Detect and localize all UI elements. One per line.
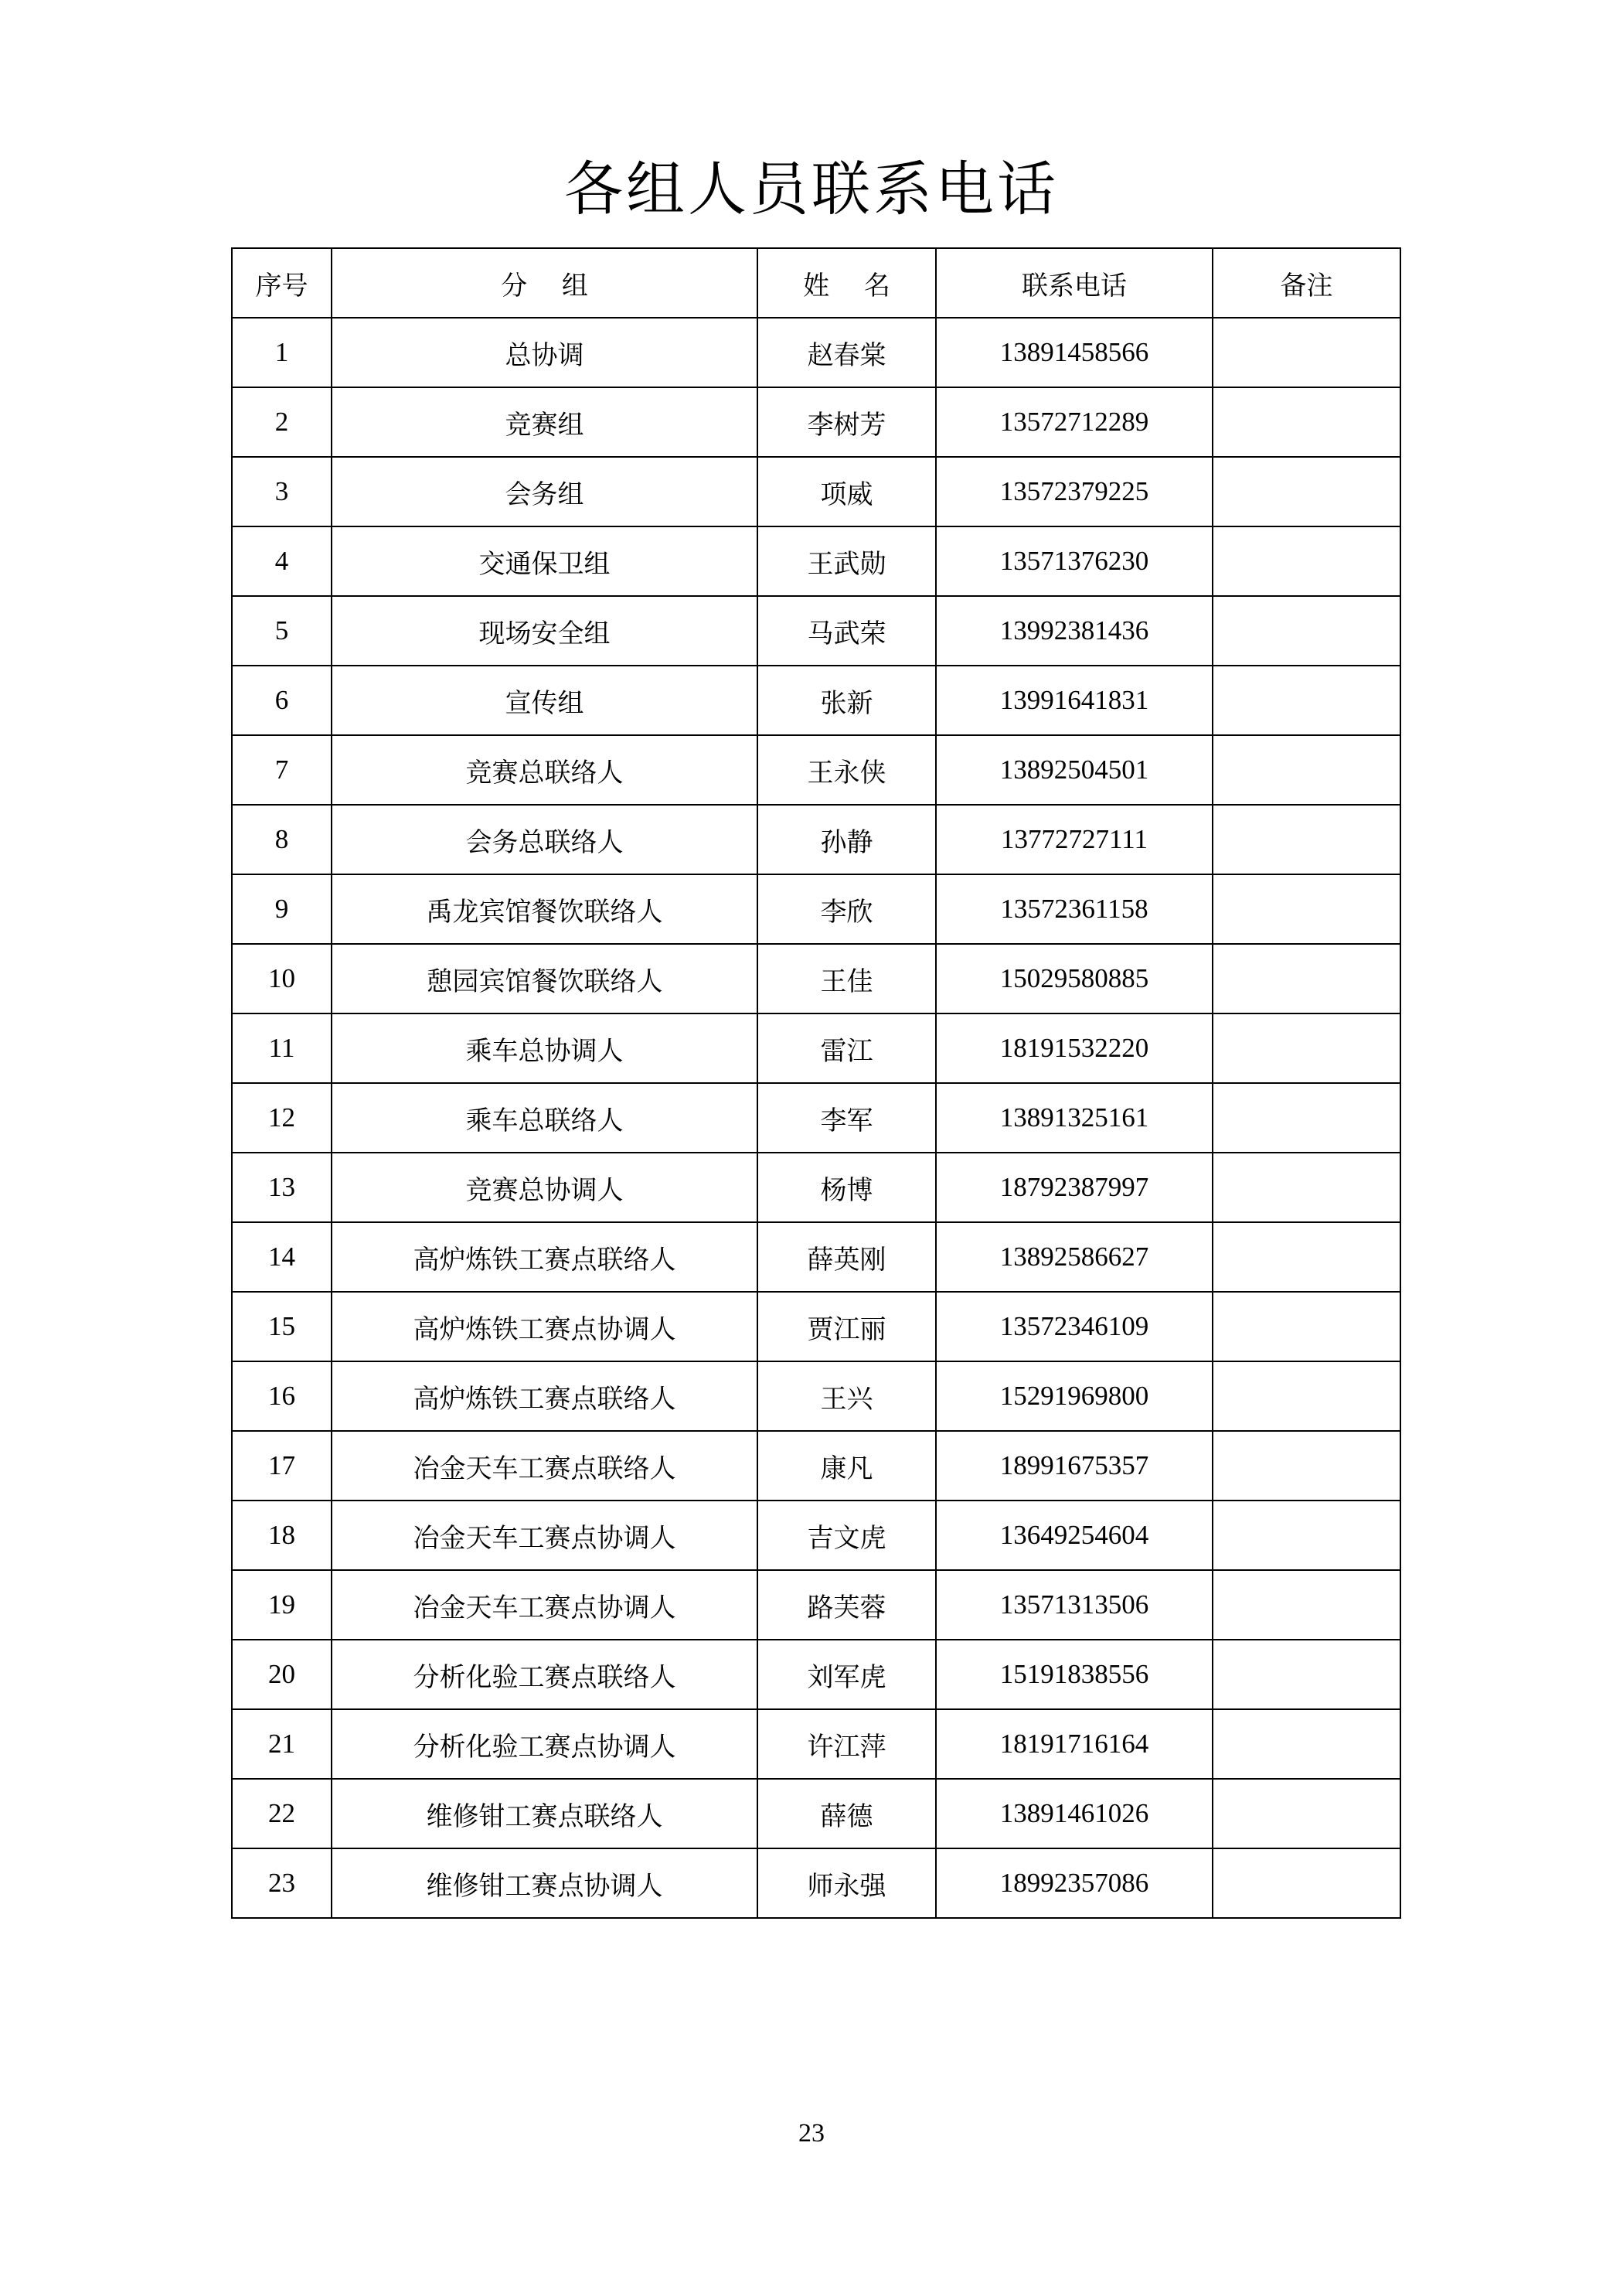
table-row <box>232 666 1400 735</box>
table-row <box>232 457 1400 526</box>
cell-seq: 4 <box>232 526 332 596</box>
cell-note <box>1213 318 1400 387</box>
cell-group: 现场安全组 <box>332 596 757 666</box>
cell-phone: 15029580885 <box>936 944 1213 1013</box>
cell-group: 禹龙宾馆餐饮联络人 <box>332 874 757 944</box>
table-row <box>232 1570 1400 1640</box>
cell-seq: 12 <box>232 1083 332 1153</box>
table-row <box>232 1431 1400 1501</box>
cell-name: 刘军虎 <box>757 1640 936 1709</box>
cell-name: 师永强 <box>757 1848 936 1918</box>
table-row <box>232 596 1400 666</box>
table-row <box>232 1153 1400 1222</box>
cell-phone: 15291969800 <box>936 1361 1213 1431</box>
cell-note <box>1213 526 1400 596</box>
cell-name: 项威 <box>757 457 936 526</box>
cell-group: 乘车总联络人 <box>332 1083 757 1153</box>
cell-seq: 7 <box>232 735 332 805</box>
cell-phone: 13891325161 <box>936 1083 1213 1153</box>
cell-name: 王永侠 <box>757 735 936 805</box>
cell-seq: 22 <box>232 1779 332 1848</box>
cell-name: 吉文虎 <box>757 1501 936 1570</box>
cell-phone: 13572346109 <box>936 1292 1213 1361</box>
cell-seq: 10 <box>232 944 332 1013</box>
cell-note <box>1213 596 1400 666</box>
cell-note <box>1213 1222 1400 1292</box>
cell-phone: 18191532220 <box>936 1013 1213 1083</box>
cell-seq: 17 <box>232 1431 332 1501</box>
cell-group: 分析化验工赛点联络人 <box>332 1640 757 1709</box>
cell-seq: 5 <box>232 596 332 666</box>
cell-note <box>1213 1292 1400 1361</box>
table-row <box>232 1013 1400 1083</box>
cell-name: 许江萍 <box>757 1709 936 1779</box>
cell-name: 马武荣 <box>757 596 936 666</box>
cell-group: 交通保卫组 <box>332 526 757 596</box>
cell-group: 高炉炼铁工赛点联络人 <box>332 1361 757 1431</box>
table-row <box>232 805 1400 874</box>
cell-name: 王兴 <box>757 1361 936 1431</box>
cell-phone: 13891458566 <box>936 318 1213 387</box>
table-body <box>232 318 1400 1918</box>
table-row <box>232 387 1400 457</box>
cell-name: 薛英刚 <box>757 1222 936 1292</box>
cell-phone: 15191838556 <box>936 1640 1213 1709</box>
cell-phone: 18992357086 <box>936 1848 1213 1918</box>
cell-note <box>1213 874 1400 944</box>
cell-note <box>1213 457 1400 526</box>
table-row <box>232 874 1400 944</box>
cell-phone: 13571376230 <box>936 526 1213 596</box>
cell-group: 高炉炼铁工赛点协调人 <box>332 1292 757 1361</box>
cell-phone: 13772727111 <box>936 805 1213 874</box>
cell-seq: 2 <box>232 387 332 457</box>
cell-seq: 8 <box>232 805 332 874</box>
contact-table <box>231 247 1401 1919</box>
table-row <box>232 1222 1400 1292</box>
cell-seq: 1 <box>232 318 332 387</box>
cell-seq: 15 <box>232 1292 332 1361</box>
cell-name: 雷江 <box>757 1013 936 1083</box>
table-row <box>232 944 1400 1013</box>
header-note: 备注 <box>1213 248 1400 318</box>
cell-note <box>1213 1361 1400 1431</box>
cell-seq: 9 <box>232 874 332 944</box>
cell-phone: 13892586627 <box>936 1222 1213 1292</box>
cell-seq: 13 <box>232 1153 332 1222</box>
cell-name: 康凡 <box>757 1431 936 1501</box>
table-row <box>232 735 1400 805</box>
cell-phone: 13572379225 <box>936 457 1213 526</box>
cell-note <box>1213 1848 1400 1918</box>
cell-group: 会务总联络人 <box>332 805 757 874</box>
cell-group: 乘车总协调人 <box>332 1013 757 1083</box>
cell-group: 维修钳工赛点协调人 <box>332 1848 757 1918</box>
table-row <box>232 318 1400 387</box>
table-row <box>232 1640 1400 1709</box>
cell-name: 王佳 <box>757 944 936 1013</box>
table-row <box>232 1361 1400 1431</box>
cell-group: 竞赛总联络人 <box>332 735 757 805</box>
header-phone: 联系电话 <box>936 248 1213 318</box>
cell-seq: 11 <box>232 1013 332 1083</box>
cell-note <box>1213 387 1400 457</box>
cell-name: 赵春棠 <box>757 318 936 387</box>
cell-note <box>1213 1153 1400 1222</box>
cell-name: 李树芳 <box>757 387 936 457</box>
cell-seq: 14 <box>232 1222 332 1292</box>
cell-phone: 18792387997 <box>936 1153 1213 1222</box>
cell-note <box>1213 1501 1400 1570</box>
cell-note <box>1213 1779 1400 1848</box>
cell-note <box>1213 1013 1400 1083</box>
cell-seq: 20 <box>232 1640 332 1709</box>
cell-group: 宣传组 <box>332 666 757 735</box>
cell-group: 竞赛组 <box>332 387 757 457</box>
table-row <box>232 526 1400 596</box>
cell-group: 总协调 <box>332 318 757 387</box>
cell-seq: 16 <box>232 1361 332 1431</box>
cell-group: 竞赛总协调人 <box>332 1153 757 1222</box>
page-title: 各组人员联系电话 <box>564 155 1059 223</box>
cell-note <box>1213 1570 1400 1640</box>
cell-name: 贾江丽 <box>757 1292 936 1361</box>
cell-name: 路芙蓉 <box>757 1570 936 1640</box>
table-row <box>232 1501 1400 1570</box>
cell-note <box>1213 1640 1400 1709</box>
cell-phone: 18191716164 <box>936 1709 1213 1779</box>
cell-group: 高炉炼铁工赛点联络人 <box>332 1222 757 1292</box>
cell-group: 会务组 <box>332 457 757 526</box>
cell-group: 冶金天车工赛点联络人 <box>332 1431 757 1501</box>
cell-name: 孙静 <box>757 805 936 874</box>
cell-note <box>1213 735 1400 805</box>
table-row <box>232 1779 1400 1848</box>
table-row <box>232 1292 1400 1361</box>
cell-name: 李欣 <box>757 874 936 944</box>
cell-phone: 13572712289 <box>936 387 1213 457</box>
cell-phone: 13891461026 <box>936 1779 1213 1848</box>
header-seq: 序号 <box>232 248 332 318</box>
cell-note <box>1213 666 1400 735</box>
cell-seq: 18 <box>232 1501 332 1570</box>
table-row <box>232 1083 1400 1153</box>
header-group: 分 组 <box>332 248 757 318</box>
cell-name: 王武勋 <box>757 526 936 596</box>
cell-name: 薛德 <box>757 1779 936 1848</box>
cell-note <box>1213 1709 1400 1779</box>
cell-group: 分析化验工赛点协调人 <box>332 1709 757 1779</box>
table-row <box>232 1709 1400 1779</box>
cell-note <box>1213 1431 1400 1501</box>
cell-seq: 3 <box>232 457 332 526</box>
cell-phone: 13571313506 <box>936 1570 1213 1640</box>
cell-phone: 13992381436 <box>936 596 1213 666</box>
cell-group: 维修钳工赛点联络人 <box>332 1779 757 1848</box>
table-row <box>232 1848 1400 1918</box>
page-number: 23 <box>798 2119 825 2148</box>
header-name: 姓 名 <box>757 248 936 318</box>
cell-phone: 13572361158 <box>936 874 1213 944</box>
cell-name: 李军 <box>757 1083 936 1153</box>
cell-seq: 6 <box>232 666 332 735</box>
cell-name: 张新 <box>757 666 936 735</box>
cell-phone: 13991641831 <box>936 666 1213 735</box>
cell-phone: 13892504501 <box>936 735 1213 805</box>
cell-note <box>1213 805 1400 874</box>
cell-note <box>1213 944 1400 1013</box>
cell-seq: 23 <box>232 1848 332 1918</box>
table-header-row <box>232 248 1400 318</box>
cell-phone: 18991675357 <box>936 1431 1213 1501</box>
cell-group: 冶金天车工赛点协调人 <box>332 1501 757 1570</box>
cell-group: 憩园宾馆餐饮联络人 <box>332 944 757 1013</box>
cell-note <box>1213 1083 1400 1153</box>
cell-group: 冶金天车工赛点协调人 <box>332 1570 757 1640</box>
cell-name: 杨博 <box>757 1153 936 1222</box>
cell-seq: 21 <box>232 1709 332 1779</box>
cell-phone: 13649254604 <box>936 1501 1213 1570</box>
cell-seq: 19 <box>232 1570 332 1640</box>
